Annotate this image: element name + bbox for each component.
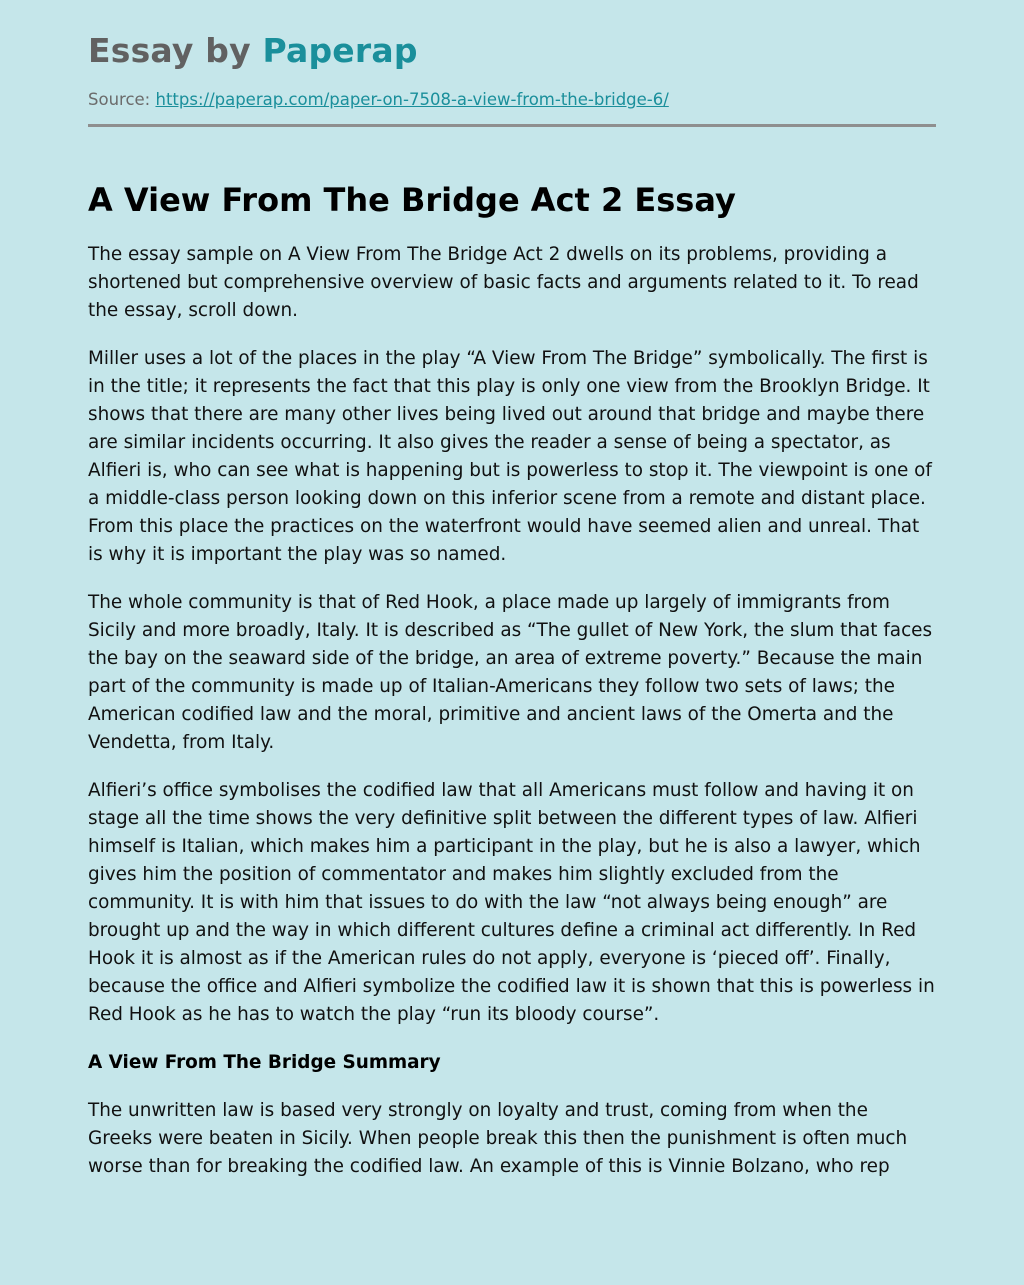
source-link[interactable]: https://paperap.com/paper-on-7508-a-view-from-the-bridge-6/ [155, 90, 669, 109]
body-paragraph: Alfieri’s office symbolises the codified law that all Americans must follow and having it on stage all the time shows the very definitive split between the different types of law. Alfieri himself is Italian, which makes him a participant in the play, but he is also a lawyer, which gives him the position of commentator and makes him slightly excluded from the community. It is with him that issues to do with the law “not always being enough” are brought up and the way in which different cultures define a criminal act differently. In Red Hook it is almost as if the American rules do not apply, everyone is ‘pieced off’. Finally, because the office and Alfieri symbolize the codified law it is shown that this is powerless in Red Hook as he has to watch the play “run its bloody course”. [88, 780, 935, 1025]
source-line [88, 89, 669, 111]
essay-body [88, 241, 938, 1201]
site-brand[interactable] [88, 30, 418, 72]
body-paragraph: Miller uses a lot of the places in the play “A View From The Bridge” symbolically. The first is in the title; it represents the fact that this play is only one view from the Brooklyn Bridge. It shows that there are many other lives being lived out around that bridge and maybe there are similar incidents occurring. It also gives the reader a sense of being a spectator, as Alfieri is, who can see what is happening but is powerless to stop it. The viewpoint is one of a middle-class person looking down on this inferior scene from a remote and distant place. From this place the practices on the waterfront would have seemed alien and unreal. That is why it is important the play was so named. [88, 348, 932, 565]
source-label: Source: [88, 90, 151, 109]
intro-paragraph: The essay sample on A View From The Bridge Act 2 dwells on its problems, providing a shortened but comprehensive overview of basic facts and arguments related to it. To read the essay, scroll down. [88, 244, 919, 321]
brand-prefix: Essay by [88, 31, 263, 70]
brand-name: Paperap [262, 31, 418, 70]
body-paragraph: The unwritten law is based very strongly on loyalty and trust, coming from when the Greeks were beaten in Sicily. When people break this then the punishment is often much worse than for breaking the codified law. An example of this is Vinnie Bolzano, who rep [88, 1100, 908, 1177]
essay-title: A View From The Bridge Act 2 Essay [88, 181, 736, 219]
header-divider [88, 124, 936, 127]
section-heading: A View From The Bridge Summary [88, 1052, 441, 1073]
body-paragraph: The whole community is that of Red Hook, a place made up largely of immigrants from Sicily and more broadly, Italy. It is described as “The gullet of New York, the slum that faces the bay on the seaward side of the bridge, an area of extreme poverty.” Because the main part of the community is made up of Italian-Americans they follow two sets of laws; the American codified law and the moral, primitive and ancient laws of the Omerta and the Vendetta, from Italy. [88, 592, 933, 753]
